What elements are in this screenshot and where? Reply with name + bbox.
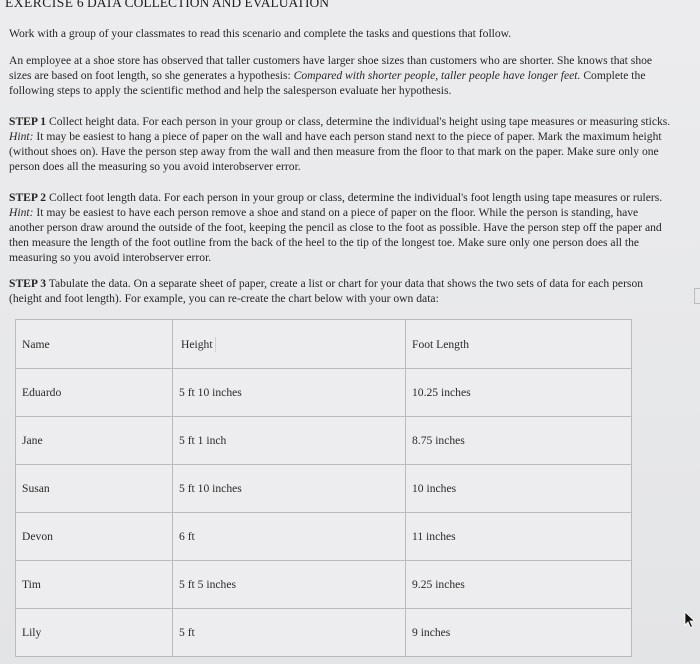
cell-height: 5 ft 5 inches [173, 561, 406, 609]
step-2-hint: It may be easiest to have each person remove a shoe and stand on a piece of paper on the floor. While the person is standing, have another person draw around the outside of the foot, keeping the pencil as close to the foot as possible. Have the person step off the paper and then measure the length of the foot outline from the back of the heel to the tip of the longest toe. Make sure only one person does all the measuring so you avoid interobserver error. [9, 206, 662, 264]
header-name [16, 320, 173, 369]
step-3-label: STEP 3 [9, 277, 47, 290]
cell-height: 5 ft 1 inch [173, 417, 406, 465]
cell-name: Lily [16, 609, 173, 657]
cell-foot-length: 10 inches [406, 465, 632, 513]
cell-name: Eduardo [16, 369, 173, 417]
step-1-paragraph [9, 114, 671, 174]
step-3-paragraph [9, 276, 671, 306]
cell-height: 5 ft 10 inches [173, 369, 406, 417]
page-edge-bracket [694, 288, 700, 304]
table-header-row [16, 320, 632, 369]
cell-name: Susan [16, 465, 173, 513]
step-2-lead: Collect foot length data. For each person in your group or class, determine the individual's foot length using tape measures or rulers. [48, 191, 663, 204]
step-3-text: Tabulate the data. On a separate sheet of paper, create a list or chart for your data that shows the two sets of data for each person (height and foot length). For example, you can re-create the chart below with your own data: [9, 277, 644, 305]
table-row [16, 417, 632, 465]
exercise-heading: 6 DATA COLLECTION AND EVALUATION [76, 0, 330, 10]
exercise-label: EXERCISE [5, 0, 74, 10]
cell-name: Tim [16, 561, 173, 609]
table-row [16, 369, 632, 417]
step-2-label: STEP 2 [9, 191, 47, 204]
cell-name: Jane [16, 417, 173, 465]
cell-foot-length: 9 inches [406, 609, 632, 657]
scenario-paragraph [9, 53, 671, 98]
header-foot-length [406, 320, 632, 369]
cell-height: 5 ft 10 inches [173, 465, 406, 513]
intro-paragraph: Work with a group of your classmates to read this scenario and complete the tasks and questions that follow. [9, 27, 512, 40]
scenario-tail: Complete the following steps to apply the scientific method and help the salesperson evaluate her hypothesis. [9, 69, 646, 97]
step-1-hint-label: Hint: [9, 130, 34, 143]
cell-foot-length: 9.25 inches [406, 561, 632, 609]
header-height [173, 320, 406, 369]
hypothesis-text: Compared with shorter people, taller people have longer feet. [293, 69, 581, 82]
step-1-label: STEP 1 [9, 115, 47, 128]
step-1-lead: Collect height data. For each person in your group or class, determine the individual's height using tape measures or measuring sticks. [48, 115, 671, 128]
cell-foot-length: 11 inches [406, 513, 632, 561]
exercise-title [5, 0, 329, 11]
data-table [15, 319, 632, 657]
cell-height: 6 ft [173, 513, 406, 561]
table-row [16, 609, 632, 657]
step-2-hint-label: Hint: [9, 206, 34, 219]
header-name-text: Name [22, 337, 50, 351]
header-height-text: Height [179, 337, 216, 352]
header-foot-length-text: Foot Length [412, 337, 470, 351]
cell-name: Devon [16, 513, 173, 561]
cell-height: 5 ft [173, 609, 406, 657]
step-2-paragraph [9, 190, 671, 265]
table-row [16, 465, 632, 513]
cell-foot-length: 10.25 inches [406, 369, 632, 417]
table-row [16, 513, 632, 561]
step-1-hint: It may be easiest to hang a piece of paper on the wall and have each person stand next to the piece of paper. Mark the maximum height (without shoes on). Have the person step away from the wall and then measure from the floor to that mark on the paper. Make sure only one person does all the measuring so you avoid interobserver error. [9, 130, 662, 173]
cell-foot-length: 8.75 inches [406, 417, 632, 465]
table-row [16, 561, 632, 609]
mouse-pointer-icon [684, 611, 696, 629]
scenario-lead: An employee at a shoe store has observed that taller customers have larger shoe sizes than customers who are shorter. She knows that shoe sizes are based on foot length, so she generates a hypothesis: [9, 54, 653, 82]
